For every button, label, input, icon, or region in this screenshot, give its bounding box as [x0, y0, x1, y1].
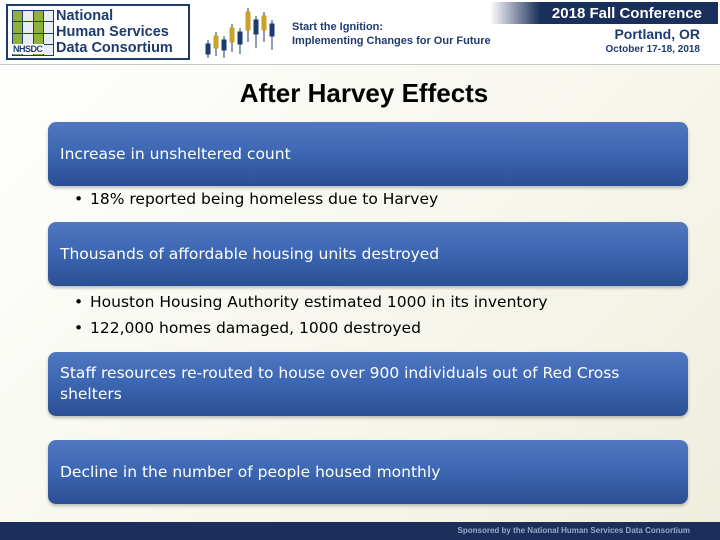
unsheltered-details — [74, 186, 438, 212]
candlestick-chart-icon — [200, 2, 284, 62]
block-housing-destroyed — [48, 222, 688, 286]
block-staff-resources — [48, 352, 688, 416]
conference-city: Portland, OR — [614, 26, 700, 42]
conference-dates: October 17-18, 2018 — [605, 44, 700, 55]
block-housing-decline — [48, 440, 688, 504]
footer-bar — [0, 522, 720, 540]
logo-line-3: Data Consortium — [56, 40, 173, 56]
block-label: Decline in the number of people housed monthly — [60, 462, 441, 481]
block-label-line-1: Staff resources re-routed to house over 900 individuals out of Red Cross — [60, 364, 620, 382]
slide-title: After Harvey Effects — [239, 78, 489, 108]
logo-abbreviation: NHSDC — [13, 44, 43, 54]
block-unsheltered-count — [48, 122, 688, 186]
conference-theme — [292, 20, 491, 48]
block-label — [60, 363, 619, 405]
conference-title: 2018 Fall Conference — [551, 5, 702, 22]
theme-line-1: Start the Ignition: — [292, 21, 384, 33]
bullet-item: • 122,000 homes damaged, 1000 destroyed — [74, 315, 548, 341]
logo-line-1: National — [56, 8, 114, 24]
conference-header — [0, 0, 720, 65]
theme-line-2: Implementing Changes for Our Future — [292, 35, 491, 47]
bullet-item: • 18% reported being homeless due to Harvey — [74, 186, 438, 212]
bullet-item: • Houston Housing Authority estimated 1000 in its inventory — [74, 289, 548, 315]
footer-sponsor-text: Sponsored by the National Human Services Data Consortium — [457, 526, 690, 535]
nhsdc-logo — [6, 4, 190, 60]
block-label-line-2: shelters — [60, 385, 122, 403]
housing-details — [74, 289, 548, 341]
block-label: Increase in unsheltered count — [60, 144, 291, 163]
conference-banner — [490, 2, 718, 24]
block-label: Thousands of affordable housing units destroyed — [60, 244, 440, 263]
logo-text — [56, 8, 173, 56]
logo-line-2: Human Services — [56, 24, 169, 40]
